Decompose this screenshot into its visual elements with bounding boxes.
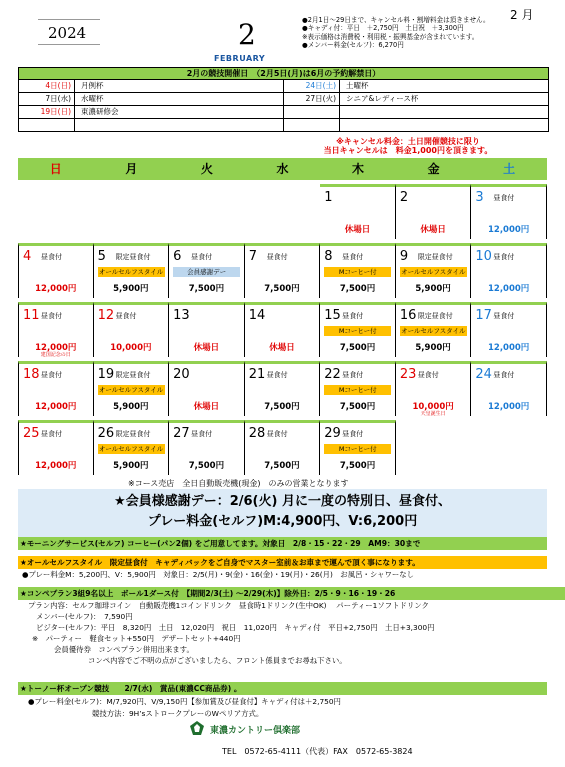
price-notes	[302, 16, 562, 50]
calendar-day	[245, 243, 321, 298]
note-line: ●メンバー料金(セルフ)：6,270円	[302, 41, 404, 50]
day-price: 12,000円	[35, 402, 77, 412]
weekday-label: 月	[125, 162, 138, 176]
calendar-day	[320, 184, 396, 239]
day-number: 28	[248, 426, 266, 441]
event-name: シニア&レディース杯	[346, 94, 419, 103]
calendar-week	[18, 361, 547, 416]
event-date: 4日(日)	[19, 80, 75, 92]
day-number: 7	[248, 249, 257, 264]
day-number: 29	[324, 426, 341, 441]
calendar-day	[471, 361, 547, 416]
compe-details	[28, 600, 435, 666]
lunch-tag: 昼食付	[41, 371, 62, 379]
lunch-tag: 昼食付	[191, 253, 213, 261]
plan-badge: オールセルフスタイル	[98, 268, 164, 276]
tono-bar: ★トーノー杯オープン競技 2/7(水) 賞品(東濃CC商品券) 。	[18, 682, 547, 695]
day-price: 10,000円	[110, 343, 152, 353]
weekday-label: 火	[200, 162, 213, 176]
lunch-tag: 昼食付	[493, 194, 515, 202]
day-price: 7,500円	[264, 284, 300, 294]
day-price: 12,000円	[35, 461, 77, 471]
day-number: 22	[324, 367, 341, 382]
calendar-day	[396, 302, 472, 357]
divider	[38, 19, 100, 20]
event-row	[19, 106, 283, 119]
events-title: 2月の競技開催日 （2月5日(月)は6月の予約解禁日）	[19, 68, 548, 80]
calendar-day	[169, 361, 245, 416]
shop-note: ※コース売店 全日自動販売機(現金) のみの営業となります	[128, 479, 349, 488]
day-number: 10	[475, 249, 492, 264]
calendar-day	[396, 361, 472, 416]
highlight-box	[18, 489, 547, 537]
lunch-tag: 昼食付	[417, 371, 439, 379]
day-number: 13	[173, 308, 190, 323]
day-price: 休場日	[344, 225, 371, 235]
tono-line: 競技方法：9H’sストロークプレーのWペリア方式。	[92, 709, 264, 718]
day-number: 5	[97, 249, 106, 264]
club-logo-icon	[188, 720, 206, 740]
lunch-tag: 昼食付	[342, 430, 364, 438]
event-date: 19日(日)	[19, 106, 75, 118]
lunch-tag: 昼食付	[41, 253, 62, 261]
day-price: 7,500円	[339, 402, 376, 412]
events-table	[18, 67, 549, 132]
calendar-day	[94, 361, 170, 416]
lunch-tag: 昼食付	[266, 430, 288, 438]
event-name: 水曜杯	[81, 94, 104, 103]
cancel-note	[298, 137, 518, 155]
day-price: 7,500円	[188, 461, 225, 471]
event-name	[340, 106, 346, 118]
plan-badge: オールセルフスタイル	[98, 386, 164, 394]
calendar-day	[471, 184, 547, 239]
day-number: 8	[324, 249, 333, 264]
calendar-day	[245, 420, 321, 475]
day-price: 休場日	[193, 343, 220, 353]
compe-line: メンバー(セルフ)： 7,590円	[36, 612, 133, 621]
event-name: 東濃研修会	[81, 107, 119, 116]
event-row	[19, 80, 283, 93]
compe-line: コンペ内容でご不明の点がございましたら、フロント係員までお尋ね下さい。	[88, 656, 347, 665]
day-price: 7,500円	[339, 343, 376, 353]
calendar-day	[320, 420, 396, 475]
compe-line: ※ パーティー 軽食セット+550円 デザートセット+440円	[32, 634, 241, 643]
day-price: 休場日	[193, 402, 220, 412]
day-price: 12,000円	[488, 284, 530, 294]
plan-badge: 会員感謝デー	[173, 267, 240, 277]
calendar-week	[18, 420, 547, 475]
holiday-name: 建国記念の日	[40, 352, 71, 358]
compe-bar: ★コンペプラン3組9名以上 ボール1ダース付 【期間2/3(土) ～2/29(木)】除外日：2/5・9・16・19・26	[18, 587, 565, 600]
compe-line: ビジター(セルフ)：平日 8,320円 土日 12,020円 祝日 11,020円 キャディ付 平日+2,750円 土日+3,300円	[36, 623, 435, 632]
lunch-tag: 昼食付	[342, 371, 364, 379]
divider	[38, 44, 100, 45]
plan-badge: オールセルフスタイル	[401, 268, 466, 276]
day-number: 18	[23, 367, 40, 382]
lunch-tag: 昼食付	[493, 253, 515, 261]
day-number: 23	[399, 367, 417, 382]
lunch-tag: 昼食付	[342, 253, 364, 261]
event-date	[284, 119, 340, 131]
highlight-line: プレー料金(セルフ)M:4,900円、V:6,200円	[147, 514, 418, 529]
day-price: 7,500円	[188, 284, 225, 294]
day-price: 5,900円	[113, 461, 149, 471]
event-row	[284, 93, 548, 106]
lunch-tag: 昼食付	[115, 312, 137, 320]
calendar-day	[471, 302, 547, 357]
calendar-day	[320, 243, 396, 298]
plan-badge: Mコーヒー付	[324, 385, 391, 395]
contact: TEL 0572-65-4111（代表）FAX 0572-65-3824	[222, 747, 413, 756]
day-number: 14	[248, 308, 266, 323]
day-number: 21	[248, 367, 266, 382]
lunch-tag: 昼食付	[41, 430, 62, 438]
event-date: 24日(土)	[284, 80, 340, 92]
lunch-tag: 限定昼食付	[115, 253, 151, 261]
lunch-tag: 昼食付	[342, 312, 364, 320]
calendar-day	[245, 302, 321, 357]
event-name	[340, 119, 346, 131]
lunch-tag: 昼食付	[191, 430, 213, 438]
day-number: 3	[475, 190, 484, 205]
day-price: 7,500円	[339, 284, 376, 294]
day-price: 5,900円	[113, 402, 149, 412]
highlight-line: ★会員様感謝デー：2/6(火) 月に一度の特別日、昼食付、	[114, 494, 451, 509]
lunch-tag: 昼食付	[493, 371, 515, 379]
month-number: 2	[238, 18, 256, 51]
note-line: ●2月1日～29日まで、キャンセル料・割増料金は頂きません。	[302, 16, 490, 24]
events-right	[283, 80, 548, 131]
calendar-day	[169, 302, 245, 357]
calendar-day	[320, 302, 396, 357]
plan-badge: Mコーヒー付	[324, 326, 391, 336]
note-line: ●キャディ付：平日 ＋2,750円 土日祝 ＋3,300円	[302, 24, 464, 33]
calendar-day	[396, 243, 472, 298]
calendar	[18, 158, 547, 475]
day-number: 27	[173, 426, 190, 441]
plan-badge: オールセルフスタイル	[401, 327, 466, 335]
day-price: 12,000円	[488, 225, 530, 235]
day-price: 休場日	[420, 225, 446, 235]
day-number: 11	[23, 308, 40, 323]
calendar-day	[94, 302, 170, 357]
weekday-label: 土	[503, 162, 516, 176]
plan-badge: Mコーヒー付	[324, 267, 391, 277]
calendar-day	[18, 420, 94, 475]
day-price: 5,900円	[113, 284, 149, 294]
compe-line: プラン内容：セルフ珈琲コイン 自動販売機1コインドリンク 昼食時1ドリンク(生中OK) パーティー1ソフトドリンク	[28, 601, 429, 610]
morning-bar: ★モーニングサービス(セルフ) コーヒー(パン2個) をご用意してます。対象日 2/8・15・22・29 AM9：30まで	[18, 537, 547, 550]
weekday-header	[18, 158, 547, 180]
event-date: 7日(水)	[19, 93, 75, 105]
day-number: 9	[399, 249, 409, 264]
day-price: 7,500円	[339, 461, 376, 471]
event-name: 土曜杯	[346, 81, 369, 90]
calendar-day	[94, 243, 170, 298]
day-number: 6	[173, 249, 182, 264]
day-price: 7,500円	[264, 402, 300, 412]
day-price: 休場日	[269, 343, 295, 353]
calendar-cell-empty	[471, 420, 547, 475]
year: 2024	[48, 24, 87, 42]
day-number: 17	[475, 308, 492, 323]
day-number: 24	[475, 367, 492, 382]
day-price: 5,900円	[415, 284, 451, 294]
event-row	[284, 80, 548, 93]
day-price: 12,000円	[488, 402, 530, 412]
events-left	[19, 80, 283, 131]
note-line: ※表示価格は消費税・利用税・振興基金が含まれています。	[302, 32, 479, 41]
calendar-day	[320, 361, 396, 416]
calendar-week	[18, 184, 547, 239]
event-row	[19, 119, 283, 131]
calendar-cell-empty	[396, 420, 472, 475]
day-price: 5,900円	[415, 343, 451, 353]
day-number: 1	[324, 190, 333, 205]
lunch-tag: 昼食付	[493, 312, 515, 320]
day-price: 12,000円	[35, 343, 77, 353]
day-number: 2	[399, 190, 409, 205]
lunch-tag: 昼食付	[266, 253, 288, 261]
calendar-day	[18, 302, 94, 357]
allself-bar: ★オールセルフスタイル 限定昼食付 キャディバックをご自身でマスター室前＆お車まで運んで頂く事になります。	[18, 556, 547, 569]
day-number: 4	[23, 249, 32, 264]
calendar-week	[18, 243, 547, 298]
calendar-body	[18, 184, 547, 475]
day-number: 15	[324, 308, 341, 323]
weekday-label: 金	[427, 162, 440, 176]
cancel-line: 当日キャンセルは 料金1,000円を頂きます。	[323, 146, 493, 155]
lunch-tag: 限定昼食付	[115, 430, 151, 438]
calendar-week	[18, 302, 547, 357]
plan-badge: Mコーヒー付	[324, 444, 391, 454]
calendar-day	[94, 420, 170, 475]
tono-line: ●プレー料金(セルフ)：M/7,920円、V/9,150円【参加賞及び昼食付】キャディ付は＋2,750円	[28, 697, 341, 706]
event-name	[75, 119, 81, 131]
weekday-label: 水	[276, 162, 289, 176]
calendar-day	[245, 361, 321, 416]
allself-line: ●プレー料金M：5,200円、V：5,900円 対象日：2/5(月)・9(金)・16(金)・19(月)・26(月) お風呂・シャワーなし	[22, 570, 415, 579]
day-number: 25	[23, 426, 40, 441]
day-number: 26	[97, 426, 115, 441]
calendar-day	[396, 184, 472, 239]
day-number: 16	[399, 308, 417, 323]
calendar-day	[471, 243, 547, 298]
calendar-cell-empty	[169, 184, 245, 239]
compe-line: 会員優待券 コンペプラン併用出来ます。	[54, 645, 194, 654]
calendar-cell-empty	[94, 184, 170, 239]
month-name: FEBRUARY	[214, 54, 266, 63]
weekday-label: 日	[49, 162, 62, 176]
lunch-tag: 昼食付	[266, 371, 288, 379]
calendar-day	[169, 420, 245, 475]
calendar-day	[169, 243, 245, 298]
lunch-tag: 限定昼食付	[417, 312, 453, 320]
calendar-day	[18, 243, 94, 298]
day-price: 7,500円	[264, 461, 300, 471]
lunch-tag: 限定昼食付	[417, 253, 453, 261]
day-number: 19	[97, 367, 115, 382]
month-jp: 2 月	[510, 8, 534, 22]
day-price: 12,000円	[35, 284, 77, 294]
day-number: 12	[97, 308, 115, 323]
day-number: 20	[173, 367, 190, 382]
lunch-tag: 昼食付	[41, 312, 62, 320]
event-row	[19, 93, 283, 106]
cancel-line: ※キャンセル料金：土日開催競技に限り	[336, 137, 480, 146]
event-date: 27日(火)	[284, 93, 340, 105]
event-row	[284, 106, 548, 119]
calendar-cell-empty	[245, 184, 321, 239]
calendar-cell-empty	[18, 184, 94, 239]
event-name: 月例杯	[81, 81, 104, 90]
plan-badge: オールセルフスタイル	[98, 445, 164, 453]
event-row	[284, 119, 548, 131]
lunch-tag: 限定昼食付	[115, 371, 151, 379]
club-name: 東濃カントリー倶楽部	[210, 726, 301, 736]
calendar-day	[18, 361, 94, 416]
event-date	[19, 119, 75, 131]
holiday-name: 天皇誕生日	[420, 411, 446, 417]
event-date	[284, 106, 340, 118]
day-price: 10,000円	[412, 402, 454, 412]
day-price: 12,000円	[488, 343, 530, 353]
weekday-label: 木	[352, 162, 365, 176]
